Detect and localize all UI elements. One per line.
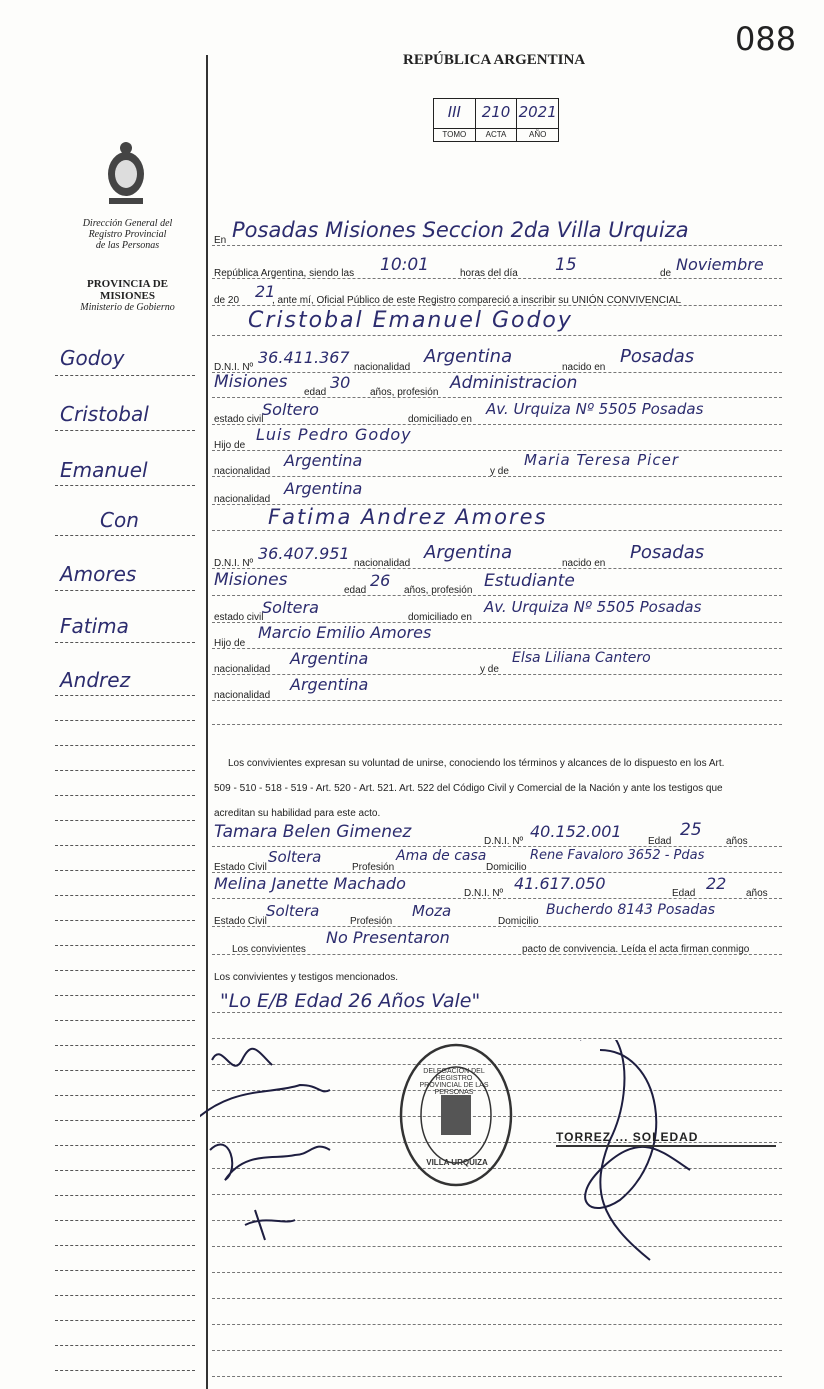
- province-line-1: PROVINCIA DE: [87, 278, 168, 290]
- left-line: [55, 920, 195, 921]
- w2-prof-label: Profesión: [350, 916, 393, 927]
- tomo-value: III: [447, 103, 461, 121]
- left-line: [55, 695, 195, 696]
- p2-age: 26: [370, 571, 391, 590]
- w1-prof-label: Profesión: [352, 862, 395, 873]
- w2-anos-label: años: [746, 888, 768, 899]
- row-line: [212, 1350, 782, 1351]
- row-line: [212, 926, 782, 927]
- w1-age: 25: [680, 820, 702, 840]
- left-line: [55, 1195, 195, 1196]
- legal-line-1: Los convivientes expresan su voluntad de unirse, conociendo los términos y alcances de lo dispuesto en los Art.: [228, 758, 725, 769]
- conv-pact: No Presentaron: [326, 928, 450, 947]
- left-line: [55, 1370, 195, 1371]
- left-line: [55, 745, 195, 746]
- left-name-3: Emanuel: [60, 458, 148, 482]
- signature-2: [200, 1085, 330, 1125]
- org-line-2: Registro Provincial: [88, 229, 167, 240]
- row-line: [212, 700, 782, 701]
- province-block: [60, 278, 195, 314]
- left-line: [55, 770, 195, 771]
- w2-name: Melina Janette Machado: [214, 874, 406, 893]
- officer-name: TORREZ ... SOLEDAD: [556, 1130, 699, 1144]
- ano-value: 2021: [518, 103, 557, 121]
- p1-yde-label: y de: [490, 466, 509, 477]
- p1-father-nac: Argentina: [284, 451, 363, 470]
- left-line: [55, 1145, 195, 1146]
- w1-dni: 40.152.001: [530, 822, 622, 841]
- left-line: [55, 895, 195, 896]
- left-line: [55, 590, 195, 591]
- w1-estado-label: Estado Civil: [214, 862, 267, 873]
- left-line: [55, 995, 195, 996]
- registry-stamp-icon: [396, 1040, 516, 1190]
- left-name-6: Fatima: [60, 614, 129, 638]
- p1-father: Luis Pedro Godoy: [256, 425, 412, 444]
- p1-nac: Argentina: [424, 346, 513, 367]
- w1-prof: Ama de casa: [396, 848, 487, 864]
- left-line: [55, 1020, 195, 1021]
- p1-dni-label: D.N.I. Nº: [214, 362, 254, 373]
- p2-fnac-label: nacionalidad: [214, 664, 271, 675]
- w1-name: Tamara Belen Gimenez: [214, 822, 412, 842]
- w2-dni-label: D.N.I. Nº: [464, 888, 504, 899]
- w2-estado: Soltera: [266, 902, 320, 920]
- conv-label: Los convivientes: [232, 944, 306, 955]
- stamp-center: VILLA URQUIZA: [426, 1158, 488, 1167]
- left-line: [55, 845, 195, 846]
- legal-line-2: 509 - 510 - 518 - 519 - Art. 520 - Art. 521. Art. 522 del Código Civil y Comercial de la Nación y ante los testigos que: [214, 783, 723, 794]
- signature-5: [580, 1040, 650, 1260]
- p1-nac-label: nacionalidad: [354, 362, 411, 373]
- p2-estado-label: estado civil: [214, 612, 264, 623]
- p2-nac-label: nacionalidad: [354, 558, 411, 569]
- org-line-1: Dirección General del: [82, 218, 173, 229]
- left-line: [55, 820, 195, 821]
- acta-label: ACTA: [476, 128, 517, 141]
- p1-estado: Soltero: [262, 400, 319, 419]
- p2-prof: Estudiante: [484, 571, 575, 591]
- w2-edad-label: Edad: [672, 888, 696, 899]
- p1-edad-label: edad: [304, 387, 327, 398]
- stamp-text: DELEGACION DEL REGISTRO PROVINCIAL DE LAS PERSONAS: [419, 1068, 489, 1096]
- w2-dom-label: Domicilio: [498, 916, 539, 927]
- p2-mother-nac: Argentina: [290, 675, 369, 694]
- person1-name: Cristobal Emanuel Godoy: [248, 308, 573, 333]
- left-line: [55, 970, 195, 971]
- p1-dni: 36.411.367: [258, 348, 350, 367]
- w1-dom-label: Domicilio: [486, 862, 527, 873]
- w1-dni-label: D.N.I. Nº: [484, 836, 524, 847]
- de20-label: de 20: [214, 295, 240, 306]
- p1-age: 30: [330, 373, 351, 392]
- left-line: [55, 1220, 195, 1221]
- row-line: [212, 595, 782, 596]
- left-line: [55, 1120, 195, 1121]
- left-line: [55, 1245, 195, 1246]
- left-line: [55, 720, 195, 721]
- p2-estado: Soltera: [262, 598, 319, 617]
- w2-estado-label: Estado Civil: [214, 916, 267, 927]
- seal-emblem-icon: [103, 140, 149, 206]
- p2-yde-label: y de: [480, 664, 499, 675]
- place-value: Posadas Misiones Seccion 2da Villa Urquiza: [232, 218, 689, 242]
- row-line: [212, 1324, 782, 1325]
- row-line: [212, 1298, 782, 1299]
- person2-name: Fatima Andrez Amores: [268, 505, 548, 529]
- left-line: [55, 535, 195, 536]
- p1-born2: Misiones: [214, 372, 288, 392]
- left-line: [55, 1270, 195, 1271]
- signature-3: [210, 1144, 330, 1180]
- p1-hijo-label: Hijo de: [214, 440, 246, 451]
- w2-dom: Bucherdo 8143 Posadas: [546, 902, 716, 918]
- acta-value: 210: [481, 103, 511, 121]
- left-name-4: Con: [100, 508, 139, 532]
- w1-edad-label: Edad: [648, 836, 672, 847]
- left-line: [55, 375, 195, 376]
- officer-line: [556, 1145, 776, 1147]
- country-title: REPÚBLICA ARGENTINA: [403, 52, 586, 68]
- p2-born: Posadas: [630, 542, 705, 563]
- left-line: [55, 485, 195, 486]
- left-name-7: Andrez: [60, 668, 131, 692]
- left-line: [55, 1320, 195, 1321]
- p1-mother: Maria Teresa Picer: [524, 451, 679, 469]
- page-number: 088: [735, 20, 797, 58]
- p2-born2: Misiones: [214, 570, 288, 590]
- w1-dom: Rene Favaloro 3652 - Pdas: [530, 848, 705, 863]
- row-line: [212, 724, 782, 725]
- left-name-2: Cristobal: [60, 402, 149, 426]
- left-line: [55, 870, 195, 871]
- w1-estado: Soltera: [268, 848, 322, 866]
- year-value: 21: [255, 282, 276, 301]
- ano-label: AÑO: [517, 128, 558, 141]
- left-line: [55, 642, 195, 643]
- p1-prof-label: años, profesión: [370, 387, 439, 398]
- w2-prof: Moza: [412, 902, 452, 920]
- left-line: [55, 795, 195, 796]
- pact-text: pacto de convivencia. Leída el acta firman conmigo: [522, 944, 750, 955]
- p2-edad-label: edad: [344, 585, 367, 596]
- row-line: [212, 397, 782, 398]
- p1-estado-label: estado civil: [214, 414, 264, 425]
- w2-dni: 41.617.050: [514, 874, 606, 893]
- row-line: [212, 530, 782, 531]
- p1-nacido-label: nacido en: [562, 362, 606, 373]
- p2-domic-label: domiciliado en: [408, 612, 472, 623]
- left-line: [55, 1345, 195, 1346]
- p1-mnac-label: nacionalidad: [214, 494, 271, 505]
- left-line: [55, 1170, 195, 1171]
- p2-mother: Elsa Liliana Cantero: [512, 650, 651, 666]
- signature-1: [212, 1049, 272, 1066]
- province-line-2: MISIONES: [99, 290, 156, 302]
- row-line: [212, 245, 782, 246]
- p1-dom: Av. Urquiza Nº 5505 Posadas: [486, 400, 704, 418]
- p1-mother-nac: Argentina: [284, 479, 363, 498]
- p2-prof-label: años, profesión: [404, 585, 473, 596]
- p1-born: Posadas: [620, 346, 695, 367]
- p2-hijo-label: Hijo de: [214, 638, 246, 649]
- row-line: [212, 335, 782, 336]
- w2-age: 22: [706, 874, 727, 893]
- time-value: 10:01: [380, 255, 429, 275]
- org-line-3: de las Personas: [95, 240, 160, 251]
- p2-dom: Av. Urquiza Nº 5505 Posadas: [484, 598, 702, 616]
- left-line: [55, 430, 195, 431]
- tomo-label: TOMO: [434, 128, 475, 141]
- day-value: 15: [555, 255, 577, 275]
- signature-4: [245, 1210, 295, 1240]
- row-line: [212, 1376, 782, 1377]
- row-line: [212, 1038, 782, 1039]
- left-line: [55, 1095, 195, 1096]
- row-line: [212, 1012, 782, 1013]
- p2-father: Marcio Emilio Amores: [258, 623, 432, 642]
- note-text: "Lo E/B Edad 26 Años Vale": [220, 990, 481, 1012]
- w1-anos-label: años: [726, 836, 748, 847]
- left-name-1: Godoy: [60, 346, 125, 370]
- registry-box: [433, 98, 559, 142]
- left-line: [55, 1070, 195, 1071]
- left-name-5: Amores: [60, 562, 137, 586]
- p2-dni: 36.407.951: [258, 544, 350, 563]
- month-value: Noviembre: [676, 255, 764, 274]
- left-line: [55, 1045, 195, 1046]
- p2-nac: Argentina: [424, 542, 513, 563]
- closing-text: Los convivientes y testigos mencionados.: [214, 972, 398, 983]
- org-block: [60, 218, 195, 251]
- ministry: Ministerio de Gobierno: [80, 302, 175, 313]
- p1-prof: Administracion: [450, 373, 578, 393]
- p1-fnac-label: nacionalidad: [214, 466, 271, 477]
- de-label: de: [660, 268, 672, 279]
- legal-line-3: acreditan su habilidad para este acto.: [214, 808, 381, 819]
- left-line: [55, 1295, 195, 1296]
- p1-domic-label: domiciliado en: [408, 414, 472, 425]
- left-line: [55, 945, 195, 946]
- en-label: En: [214, 235, 227, 246]
- p2-mnac-label: nacionalidad: [214, 690, 271, 701]
- rep-label: República Argentina, siendo las: [214, 268, 355, 279]
- horas-label: horas del día: [460, 268, 518, 279]
- p2-father-nac: Argentina: [290, 649, 369, 668]
- p2-dni-label: D.N.I. Nº: [214, 558, 254, 569]
- intro-text: , ante mí, Oficial Público de este Registro compareció a inscribir su UNIÓN CONVIVENCIAL: [272, 295, 682, 306]
- row-line: [212, 568, 782, 569]
- p2-nacido-label: nacido en: [562, 558, 606, 569]
